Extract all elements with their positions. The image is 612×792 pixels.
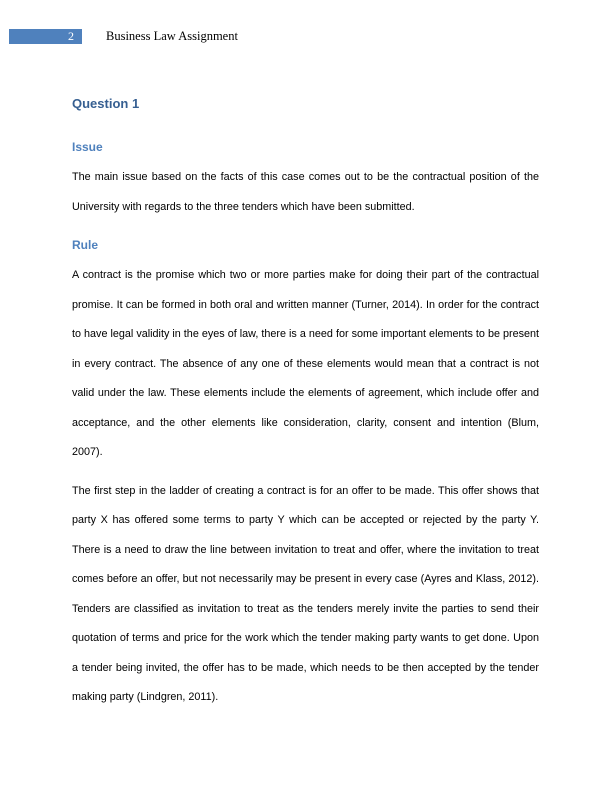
rule-paragraph-1: A contract is the promise which two or more parties make for doing their part of the contractual promise. It can be formed in both oral and written manner (Turner, 2014). In order for the contract to have legal validity in the eyes of law, there is a need for some important elements to be present in every contract. The absence of any one of these elements would mean that a contract is not valid under the law. These elements include the elements of agreement, which include offer and acceptance, and the other elements like consideration, clarity, consent and intention (Blum, 2007). — [72, 269, 539, 458]
header-title: Business Law Assignment — [106, 29, 238, 43]
document-body — [72, 94, 539, 713]
rule-heading: Rule — [72, 238, 99, 252]
page-number: 2 — [68, 29, 74, 43]
issue-heading: Issue — [72, 140, 103, 154]
rule-paragraph-2: The first step in the ladder of creating a contract is for an offer to be made. This offer shows that party X has offered some terms to party Y which can be accepted or rejected by the party Y. There is a need to draw the line between invitation to treat and offer, where the invitation to treat comes before an offer, but not necessarily may be present in every case (Ayres and Klass, 2012). Tenders are classified as invitation to treat as the tenders merely invite the parties to send their quotation of terms and price for the work which the tender making party wants to get done. Upon a tender being invited, the offer has to be made, which needs to be then accepted by the tender making party (Lindgren, 2011). — [72, 484, 539, 703]
issue-paragraph: The main issue based on the facts of this case comes out to be the contractual position of the University with regards to the three tenders which have been submitted. — [72, 171, 539, 213]
question-heading: Question 1 — [72, 96, 140, 111]
